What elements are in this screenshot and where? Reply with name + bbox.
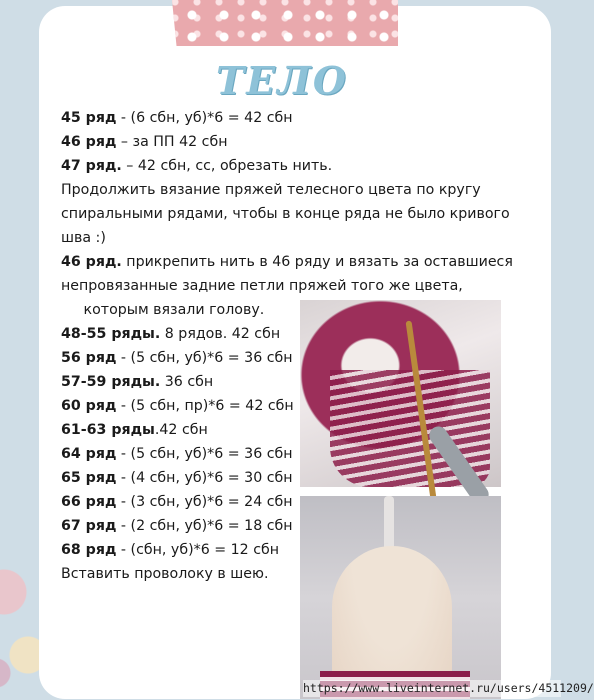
- row-label: 48-55 ряды.: [61, 326, 161, 342]
- row-label: 61-63 ряды: [61, 422, 155, 438]
- row-label: 46 ряд.: [61, 254, 122, 270]
- row-text: шва :): [61, 230, 106, 246]
- row-text: - (6 сбн, уб)*6 = 42 сбн: [116, 110, 293, 126]
- row-text: 36 сбн: [160, 374, 214, 390]
- instruction-line: [61, 250, 511, 274]
- row-text: непровязанные задние петли пряжей того же цвета,: [61, 278, 463, 294]
- instruction-line: [61, 178, 511, 202]
- instruction-line: [61, 106, 511, 130]
- row-label: 65 ряд: [61, 470, 117, 486]
- row-text: .42 сбн: [154, 422, 208, 438]
- instruction-line: [61, 130, 511, 154]
- washi-tape-decoration: [172, 0, 398, 46]
- row-label: 68 ряд: [61, 542, 117, 558]
- row-label: 64 ряд: [61, 446, 117, 462]
- row-label: 56 ряд: [61, 350, 117, 366]
- row-text: 8 рядов. 42 сбн: [160, 326, 281, 342]
- row-text: - (5 сбн, уб)*6 = 36 сбн: [116, 446, 293, 462]
- row-text: спиральными рядами, чтобы в конце ряда не было кривого: [61, 206, 510, 222]
- row-text: прикрепить нить в 46 ряду и вязать за оставшиеся: [121, 254, 513, 270]
- row-text: которым вязали голову.: [61, 302, 265, 318]
- page-title: ТЕЛО: [216, 58, 348, 103]
- photo-crochet-body-with-wire: [300, 496, 501, 699]
- row-label: 66 ряд: [61, 494, 117, 510]
- row-label: 46 ряд: [61, 134, 117, 150]
- row-label: 45 ряд: [61, 110, 117, 126]
- row-label: 57-59 ряды.: [61, 374, 161, 390]
- row-text: Вставить проволоку в шею.: [61, 566, 269, 582]
- row-text: - (4 сбн, уб)*6 = 30 сбн: [116, 470, 293, 486]
- watermark-url: https://www.liveinternet.ru/users/4511209/: [303, 681, 594, 695]
- row-text: - (сбн, уб)*6 = 12 сбн: [116, 542, 280, 558]
- row-text: – 42 сбн, сс, обрезать нить.: [121, 158, 333, 174]
- instruction-line: [61, 226, 511, 250]
- instruction-line: [61, 202, 511, 226]
- row-text: Продолжить вязание пряжей телесного цвета по кругу: [61, 182, 481, 198]
- row-label: 47 ряд.: [61, 158, 122, 174]
- row-text: – за ПП 42 сбн: [116, 134, 228, 150]
- row-text: - (5 сбн, пр)*6 = 42 сбн: [116, 398, 294, 414]
- photo-crochet-rows-with-hook: [300, 300, 501, 487]
- row-label: 60 ряд: [61, 398, 117, 414]
- row-text: - (5 сбн, уб)*6 = 36 сбн: [116, 350, 293, 366]
- row-text: - (3 сбн, уб)*6 = 24 сбн: [116, 494, 293, 510]
- instruction-line: [61, 154, 511, 178]
- row-label: 67 ряд: [61, 518, 117, 534]
- instruction-line: [61, 274, 511, 298]
- row-text: - (2 сбн, уб)*6 = 18 сбн: [116, 518, 293, 534]
